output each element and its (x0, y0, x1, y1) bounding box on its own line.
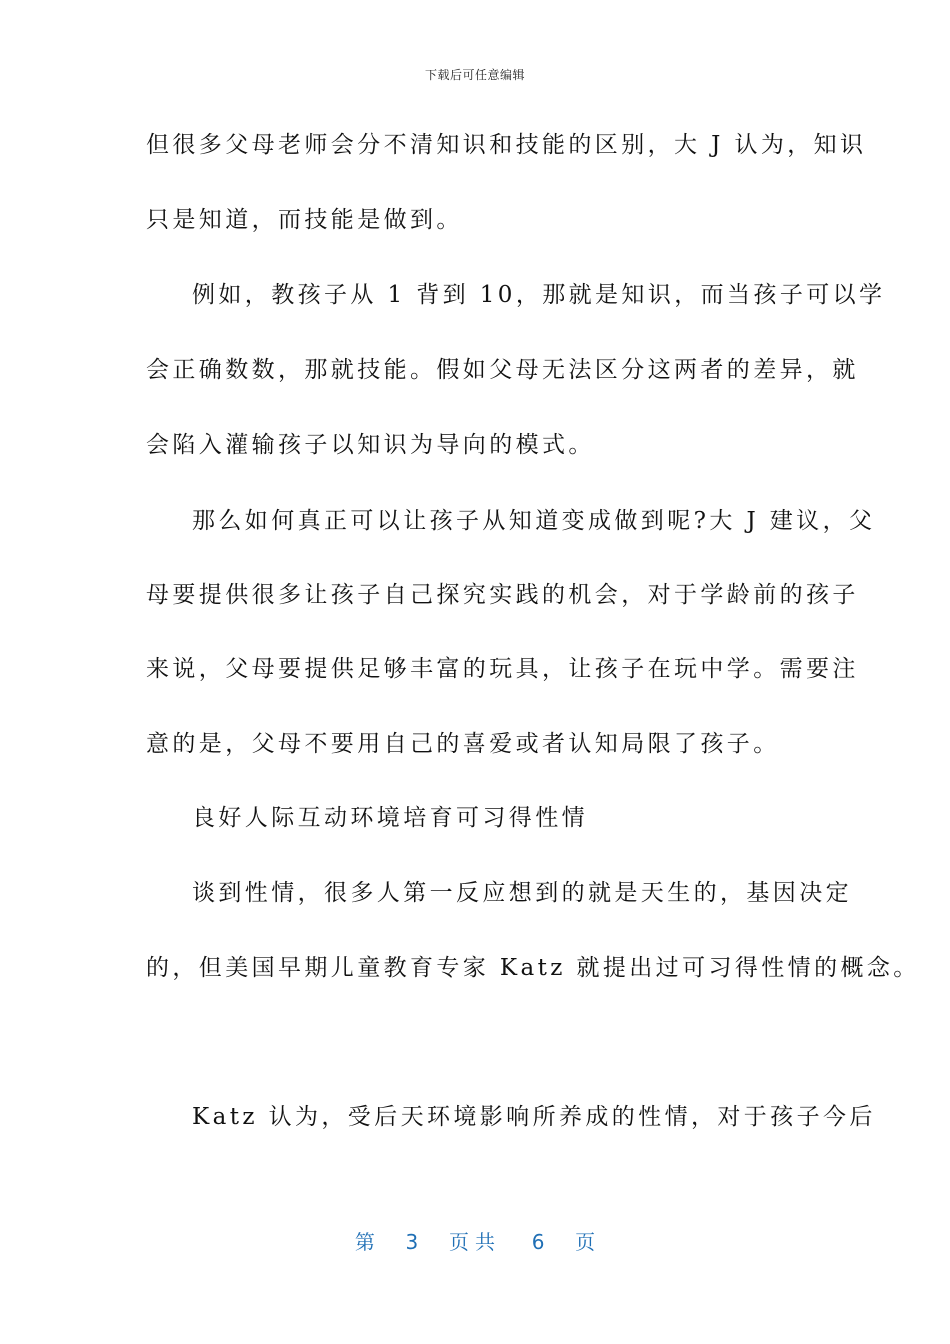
body-line-12: 的，但美国早期儿童教育专家 Katz 就提出过可习得性情的概念。 (146, 955, 920, 981)
body-line-5: 会陷入灌输孩子以知识为导向的模式。 (146, 432, 595, 458)
page-footer (0, 1226, 950, 1255)
body-line-4: 会正确数数，那就技能。假如父母无法区分这两者的差异，就 (146, 357, 859, 383)
page-header: 下载后可任意编辑 (424, 68, 525, 82)
body-line-8: 来说，父母要提供足够丰富的玩具，让孩子在玩中学。需要注 (146, 656, 859, 682)
body-line-2: 只是知道，而技能是做到。 (146, 207, 463, 233)
section-heading: 良好人际互动环境培育可习得性情 (192, 805, 588, 831)
footer-page-prefix: 第 (354, 1230, 375, 1254)
footer-page-suffix: 页 (575, 1230, 596, 1254)
body-line-13: Katz 认为，受后天环境影响所养成的性情，对于孩子今后 (192, 1104, 876, 1130)
footer-current-page: 3 (405, 1230, 419, 1254)
body-line-11: 谈到性情，很多人第一反应想到的就是天生的，基因决定 (192, 880, 852, 906)
footer-total-pages: 6 (531, 1230, 545, 1254)
footer-page-middle: 页共 (449, 1230, 501, 1254)
body-line-6: 那么如何真正可以让孩子从知道变成做到呢?大 J 建议，父 (192, 508, 876, 534)
body-line-7: 母要提供很多让孩子自己探究实践的机会，对于学龄前的孩子 (146, 582, 859, 608)
body-line-9: 意的是，父母不要用自己的喜爱或者认知局限了孩子。 (146, 731, 780, 757)
body-line-1: 但很多父母老师会分不清知识和技能的区别，大 J 认为，知识 (146, 132, 867, 158)
body-line-3: 例如，教孩子从 1 背到 10，那就是知识，而当孩子可以学 (192, 282, 886, 308)
